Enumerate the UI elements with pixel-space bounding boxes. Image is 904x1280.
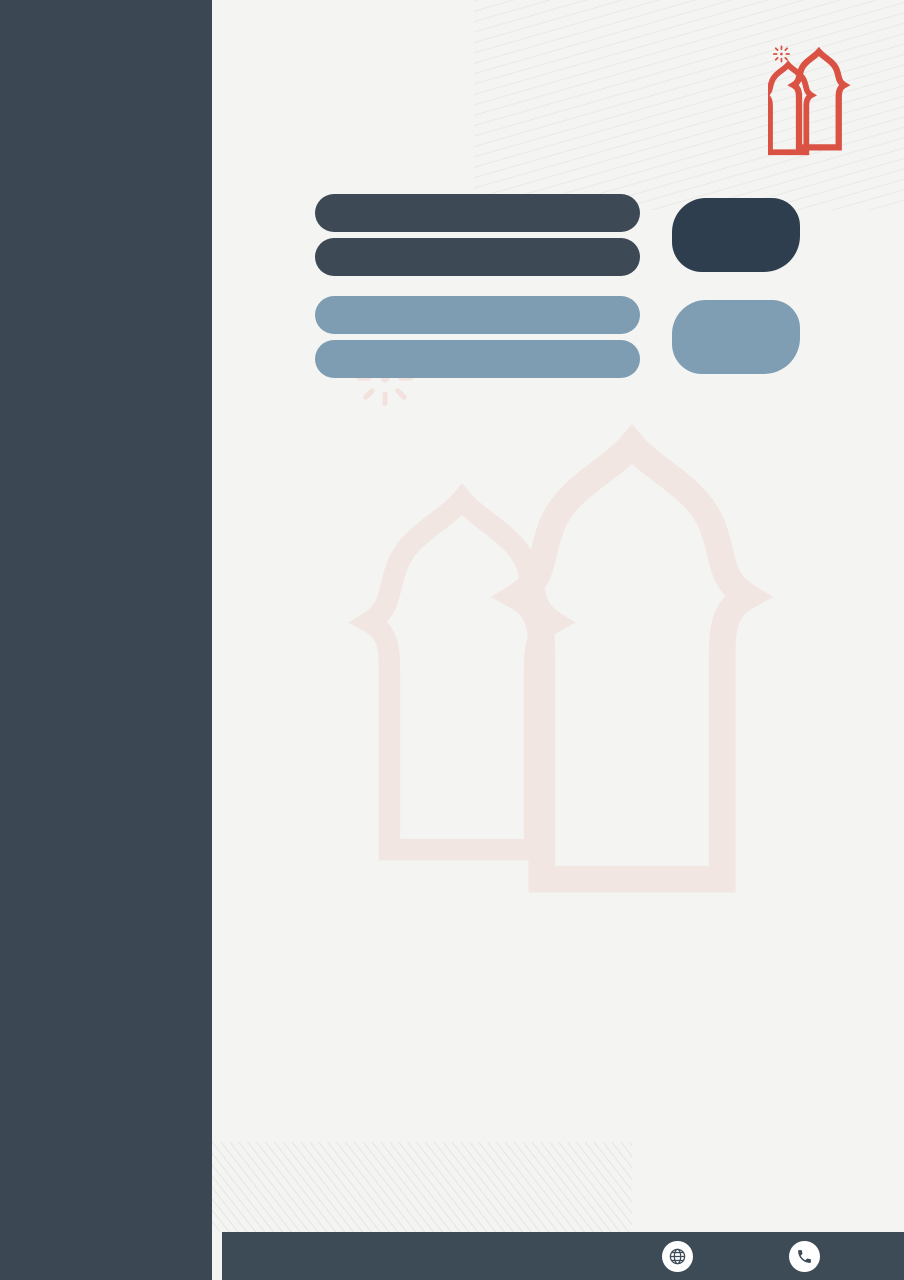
logo-watermark [267,330,787,970]
org-logo [212,0,904,160]
bank-row-fransi [212,194,800,276]
bottom-left-hatch [212,1142,632,1232]
bottom-wave-lines [212,1102,904,1232]
contacts-sidebar [0,0,212,1280]
iban-pill [315,194,640,232]
contact-footer [222,1232,904,1280]
bank-row-arabi [212,296,800,378]
bank-name-badge [672,300,800,374]
bank-name-badge [672,198,800,272]
account-pill [315,340,640,378]
arch-logo-icon [768,44,864,160]
account-pill [315,238,640,276]
iban-pill [315,296,640,334]
main-poster [212,0,904,1280]
globe-icon [662,1241,693,1272]
phone-icon [789,1241,820,1272]
